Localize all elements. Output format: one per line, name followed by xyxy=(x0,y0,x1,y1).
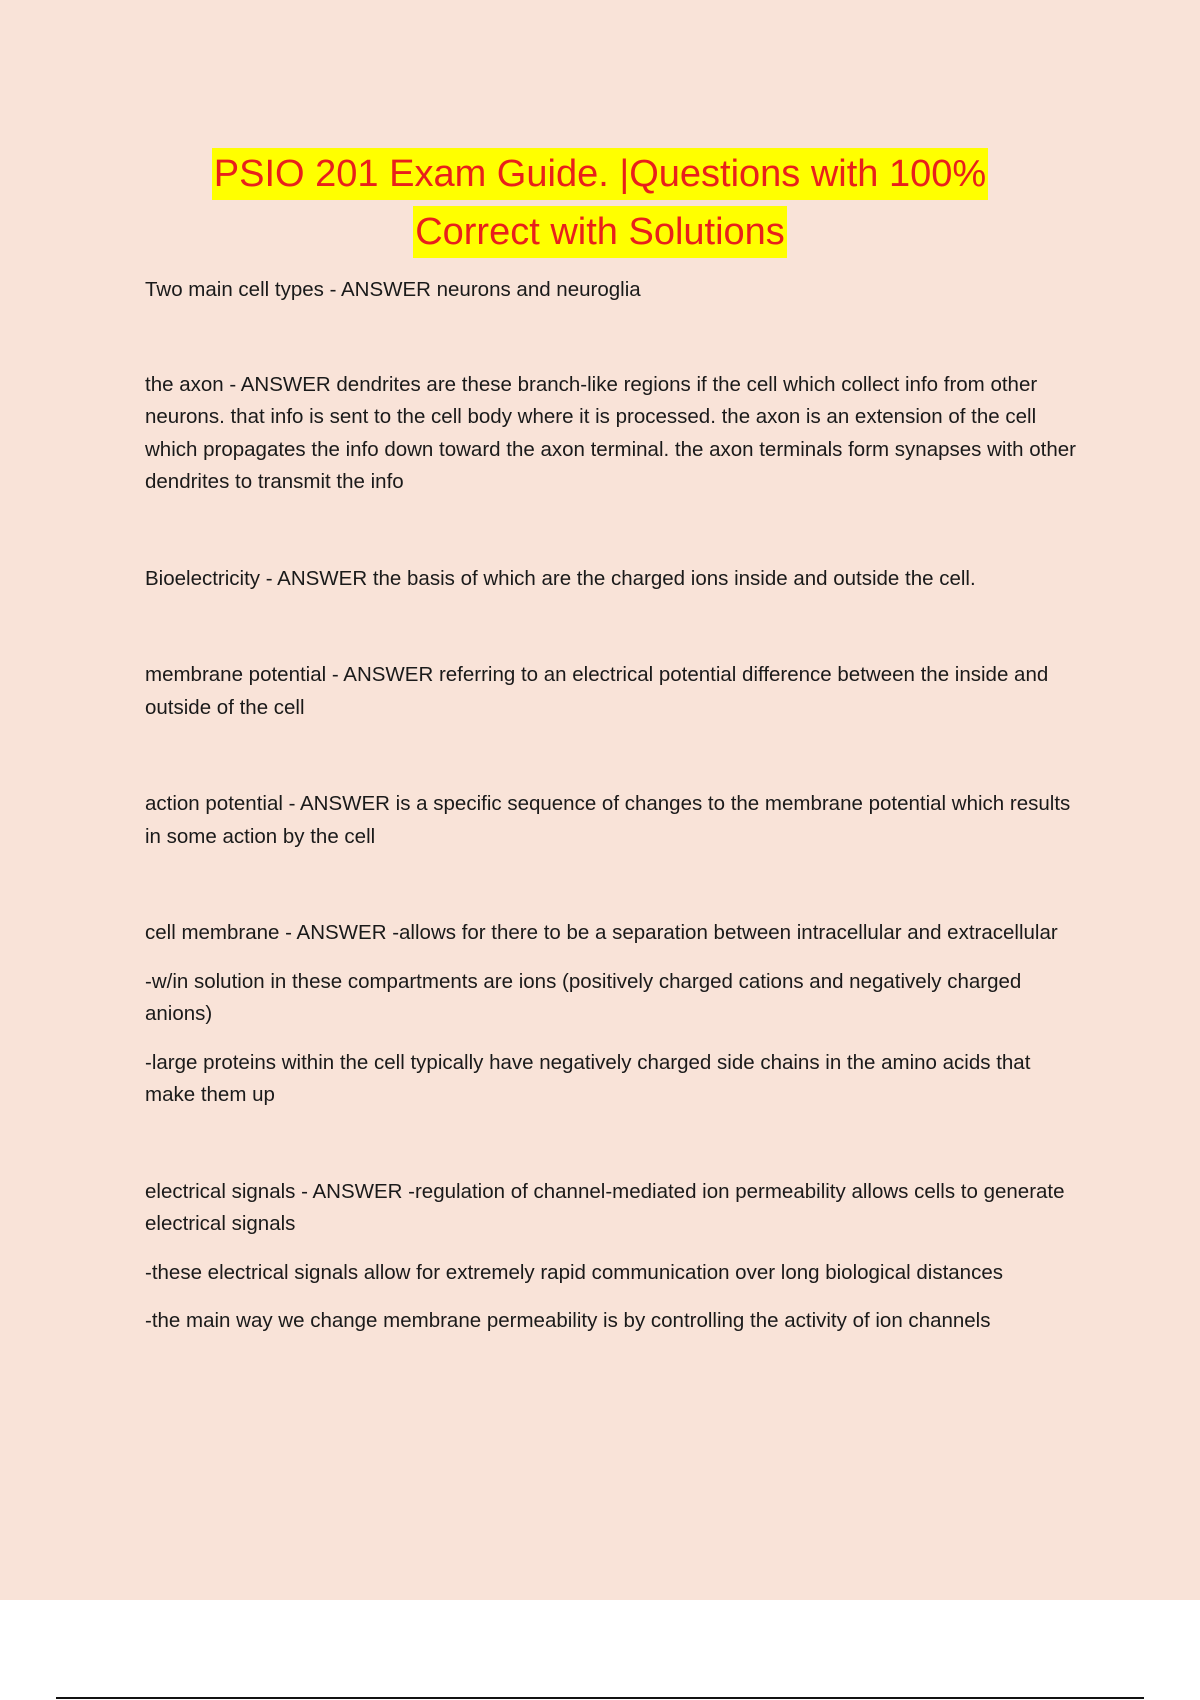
qa-text: Bioelectricity - ANSWER the basis of which are the charged ions inside and outside the cell. xyxy=(145,566,976,590)
qa-entry-cell-types xyxy=(145,274,1080,307)
footer-divider xyxy=(56,1697,1144,1699)
qa-text: cell membrane - ANSWER -allows for there to be a separation between intracellular and extracellular xyxy=(145,921,1058,944)
qa-entry-axon xyxy=(145,369,1080,499)
qa-text: action potential - ANSWER is a specific sequence of changes to the membrane potential which results in some action by the cell xyxy=(145,792,1071,848)
qa-content xyxy=(145,274,1080,1338)
qa-text: the axon - ANSWER dendrites are these branch-like regions if the cell which collect info from other neurons. that info is sent to the cell body where it is processed. the axon is an extension of the cell which propagates the info down toward the axon terminal. the axon terminals form synapses with other dendrites to transmit the info xyxy=(145,372,1076,493)
title-line-2: Correct with Solutions xyxy=(413,206,787,258)
document-title xyxy=(0,148,1200,264)
qa-text: Two main cell types - ANSWER neurons and neuroglia xyxy=(145,278,641,301)
qa-detail: -these electrical signals allow for extremely rapid communication over long biological distances xyxy=(145,1260,1003,1284)
qa-text: membrane potential - ANSWER referring to an electrical potential difference between the inside and outside of the cell xyxy=(145,663,1049,719)
qa-entry-electrical-signals xyxy=(145,1176,1080,1338)
qa-detail: -large proteins within the cell typically have negatively charged side chains in the amino acids that make them up xyxy=(145,1050,1031,1106)
qa-entry-action-potential xyxy=(145,788,1080,853)
qa-entry-cell-membrane xyxy=(145,917,1080,1112)
qa-detail: -w/in solution in these compartments are ions (positively charged cations and negatively charged anions) xyxy=(145,969,1022,1025)
qa-detail: -the main way we change membrane permeability is by controlling the activity of ion channels xyxy=(145,1309,991,1332)
qa-text: electrical signals - ANSWER -regulation of channel-mediated ion permeability allows cells to generate electrical signals xyxy=(145,1179,1065,1235)
title-line-1: PSIO 201 Exam Guide. |Questions with 100% xyxy=(212,148,988,200)
qa-entry-bioelectricity xyxy=(145,563,1080,596)
qa-entry-membrane-potential xyxy=(145,659,1080,724)
